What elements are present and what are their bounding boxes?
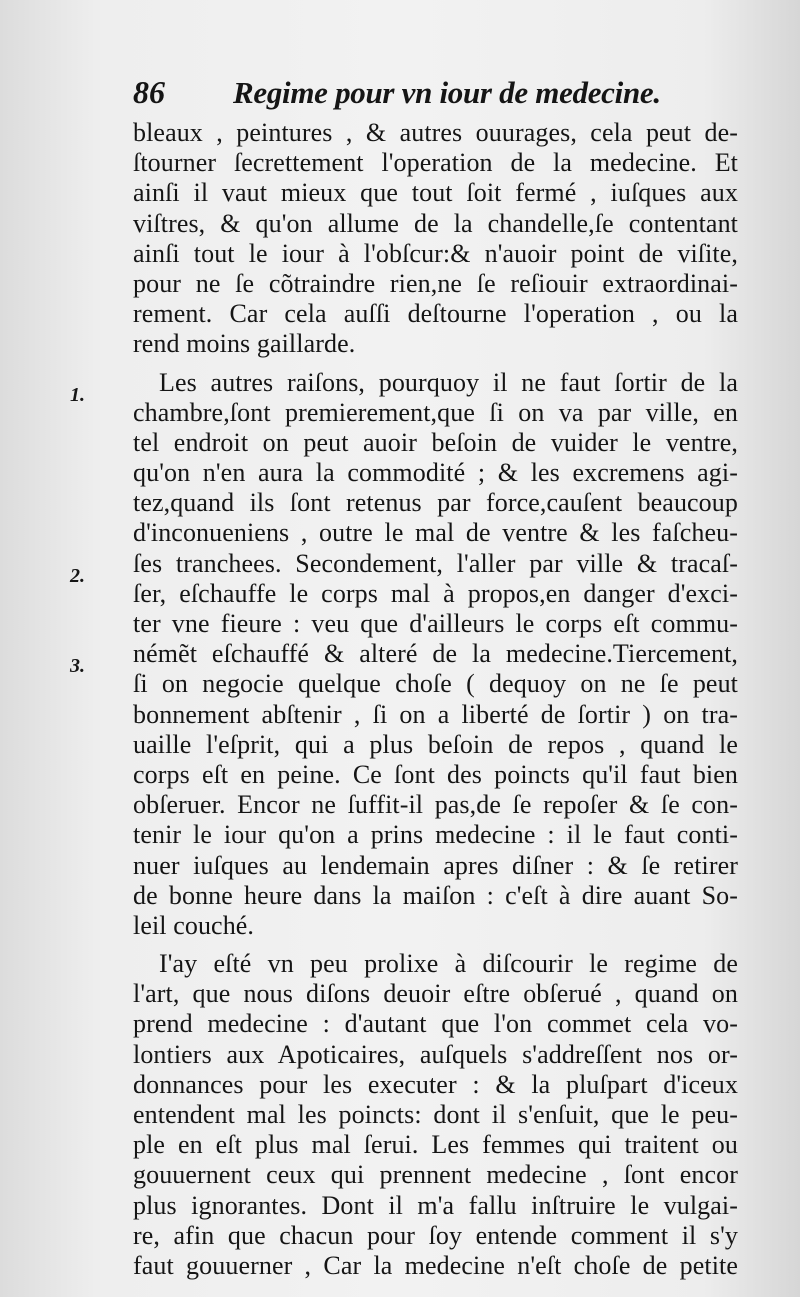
text-line: l'art, que nous diſons deuoir eſtre obſerué , quand on bbox=[133, 979, 738, 1009]
text-line: plus ignorantes. Dont il m'a fallu inſtruire le vulgai- bbox=[133, 1190, 738, 1220]
text-line: ſes tranchees. Secondement, l'aller par ville & tracaſ- bbox=[133, 548, 738, 578]
text-line: Les autres raiſons, pourquoy il ne faut ſortir de la bbox=[159, 367, 738, 397]
text-line: lontiers aux Apoticaires, auſquels s'addreſſent nos or- bbox=[133, 1039, 738, 1069]
text-line: bonnement abſtenir , ſi on a liberté de ſortir ) on tra- bbox=[133, 699, 738, 729]
text-line: obſeruer. Encor ne ſuffit-il pas,de ſe repoſer & ſe con- bbox=[133, 790, 738, 820]
margin-note-2: 2. bbox=[70, 565, 85, 587]
text-line: ſi on negocie quelque choſe ( dequoy on ne ſe peut bbox=[133, 669, 738, 699]
text-line: qu'on n'en aura la commodité ; & les excremens agi- bbox=[133, 458, 738, 488]
text-line: tel endroit on peut auoir beſoin de vuider le ventre, bbox=[133, 427, 738, 457]
text-line: donnances pour les executer : & la pluſpart d'iceux bbox=[133, 1069, 738, 1099]
margin-note-1: 1. bbox=[70, 384, 85, 406]
text-line: ſer, eſchauffe le corps mal à propos,en danger d'exci- bbox=[133, 578, 738, 608]
text-line: re, afin que chacun pour ſoy entende comment il s'y bbox=[133, 1220, 738, 1250]
body-text bbox=[133, 118, 738, 1281]
text-line: rend moins gaillarde. bbox=[133, 329, 356, 359]
text-line: tenir le iour qu'on a prins medecine : il le faut conti- bbox=[133, 820, 738, 850]
text-line: prend medecine : d'autant que l'on commet cela vo- bbox=[133, 1009, 738, 1039]
text-line: entendent mal les poincts: dont il s'enſuit, que le peu- bbox=[133, 1100, 738, 1129]
text-line: leil couché. bbox=[133, 910, 255, 940]
text-line: pour ne ſe cõtraindre rien,ne ſe reſiouir extraordinai- bbox=[133, 268, 738, 298]
page-header bbox=[133, 74, 733, 114]
text-line: corps eſt en peine. Ce ſont des poincts qu'il faut bien bbox=[133, 759, 738, 789]
text-line: viſtres, & qu'on allume de la chandelle,ſe contentant bbox=[133, 208, 738, 238]
text-line: ſtourner ſecrettement l'operation de la medecine. Et bbox=[133, 148, 738, 178]
text-line: chambre,ſont premierement,que ſi on va par ville, en bbox=[133, 397, 738, 427]
text-line: faut gouuerner , Car la medecine n'eſt choſe de petite bbox=[133, 1250, 738, 1280]
text-line: nuer iuſques au lendemain apres diſner : & ſe retirer bbox=[133, 850, 738, 880]
text-line: tez,quand ils ſont retenus par force,cauſent beaucoup bbox=[133, 488, 738, 518]
paragraph-3 bbox=[133, 949, 738, 1281]
text-line: I'ay eſté vn peu prolixe à diſcourir le regime de bbox=[159, 949, 738, 979]
paragraph-2 bbox=[133, 368, 738, 942]
margin-note-3: 3. bbox=[70, 655, 85, 677]
text-line: bleaux , peintures , & autres ouurages, cela peut de- bbox=[133, 118, 738, 147]
text-line: ainſi il vaut mieux que tout ſoit fermé , iuſques aux bbox=[133, 178, 738, 208]
page-number: 86 bbox=[133, 74, 165, 110]
text-line: ple en eſt plus mal ſerui. Les femmes qui traitent ou bbox=[133, 1130, 738, 1160]
text-line: rement. Car cela auſſi deſtourne l'operation , ou la bbox=[133, 299, 738, 329]
text-line: uaille l'eſprit, qui a plus beſoin de repos , quand le bbox=[133, 729, 738, 759]
text-line: gouuernent ceux qui prennent medecine , ſont encor bbox=[133, 1160, 738, 1190]
text-line: ainſi tout le iour à l'obſcur:& n'auoir point de viſite, bbox=[133, 238, 738, 268]
text-line: ter vne fieure : veu que d'ailleurs le corps eſt commu- bbox=[133, 609, 738, 638]
text-line: de bonne heure dans la maiſon : c'eſt à dire auant So- bbox=[133, 880, 738, 910]
paragraph-1 bbox=[133, 118, 738, 360]
running-head: Regime pour vn iour de medecine. bbox=[233, 75, 661, 110]
text-line: némẽt eſchauffé & alteré de la medecine.Tiercement, bbox=[133, 639, 738, 669]
text-line: d'inconueniens , outre le mal de ventre & les faſcheu- bbox=[133, 518, 738, 548]
